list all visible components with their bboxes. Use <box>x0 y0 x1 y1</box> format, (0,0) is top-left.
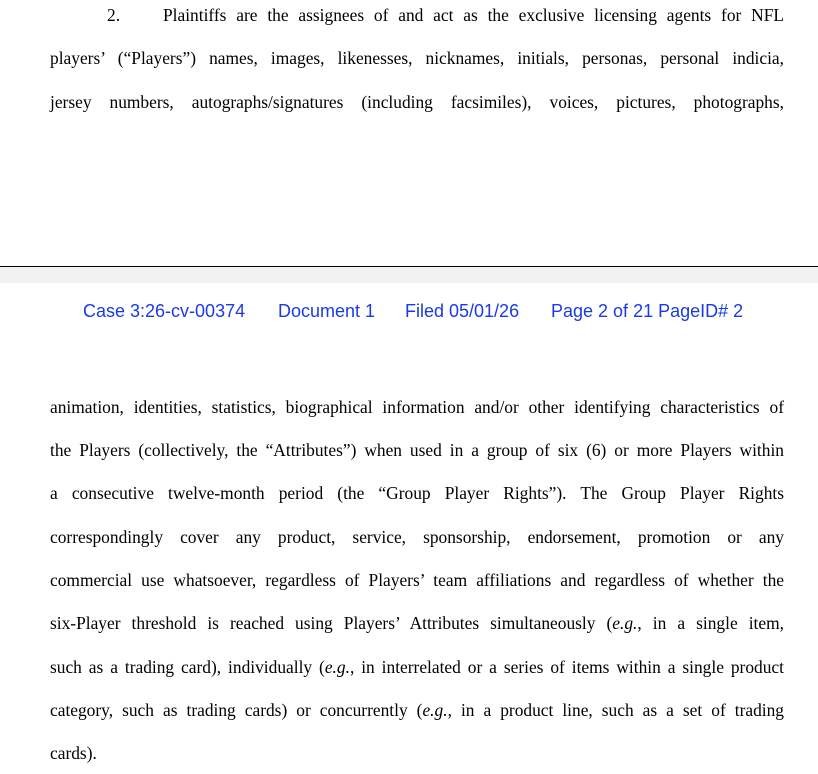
case-header <box>0 299 818 323</box>
text-run: , in a single item, <box>637 613 784 633</box>
paragraph-line: players’ (“Players”) names, images, likenesses, nicknames, initials, personas, personal indicia, <box>50 48 784 68</box>
paragraph-line: a consecutive twelve-month period (the “Group Player Rights”). The Group Player Rights <box>50 483 784 503</box>
text-run: , in a product line, such as a set of trading <box>447 700 785 720</box>
paragraph-line: Plaintiffs are the assignees of and act as the exclusive licensing agents for NFL <box>163 5 784 25</box>
paragraph-line: correspondingly cover any product, service, sponsorship, endorsement, promotion or any <box>50 527 784 547</box>
filed-date: Filed 05/01/26 <box>405 301 520 321</box>
paragraph-line <box>50 655 784 679</box>
paragraph-line <box>50 611 784 635</box>
italic-eg: e.g. <box>612 613 638 633</box>
text-run: , in interrelated or a series of items within a single product <box>349 657 784 677</box>
page-info: Page 2 of 21 PageID# 2 <box>551 301 744 321</box>
paragraph-line: animation, identities, statistics, biographical information and/or other identifying characteristics of <box>50 397 784 417</box>
text-run: six-Player threshold is reached using Players’ Attributes simultaneously ( <box>50 613 613 633</box>
paragraph-line: the Players (collectively, the “Attributes”) when used in a group of six (6) or more Players within <box>50 440 784 460</box>
case-number: Case 3:26-cv-00374 <box>83 301 246 321</box>
document-number: Document 1 <box>278 301 376 321</box>
italic-eg: e.g. <box>324 657 350 677</box>
paragraph-line-last: cards). <box>50 743 97 763</box>
text-run: category, such as trading cards) or concurrently ( <box>50 700 423 720</box>
paragraph-number: 2. <box>107 5 121 25</box>
page-gap <box>0 267 818 283</box>
text-run: such as a trading card), individually ( <box>50 657 325 677</box>
paragraph-line: jersey numbers, autographs/signatures (including facsimiles), voices, pictures, photographs, <box>50 92 784 112</box>
paragraph-line: commercial use whatsoever, regardless of Players’ team affiliations and regardless of whether the <box>50 570 784 590</box>
italic-eg: e.g. <box>422 700 448 720</box>
paragraph-line <box>50 698 784 722</box>
